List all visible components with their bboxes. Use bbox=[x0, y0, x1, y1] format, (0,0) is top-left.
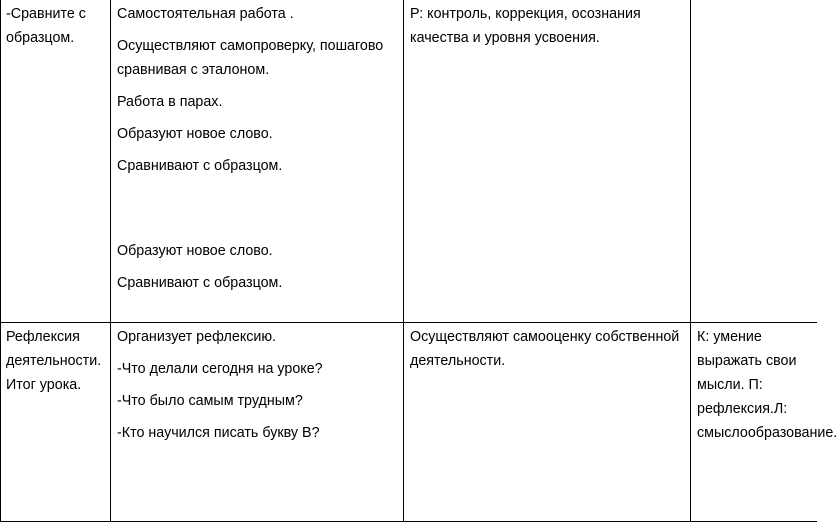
cell-stage bbox=[1, 0, 111, 322]
uud-text: Р: контроль, коррекция, осознания качества и уровня усвоения. bbox=[410, 6, 641, 46]
activity-line: Работа в парах. bbox=[117, 94, 223, 110]
activity-line: -Кто научился писать букву В? bbox=[117, 424, 320, 441]
table-row-reflection bbox=[1, 322, 817, 521]
uud-text: К: умение выражать свои мысли. П: рефлексия.Л: смыслообразование. bbox=[697, 328, 837, 441]
cell-student-activity bbox=[404, 0, 691, 322]
cell-stage bbox=[1, 322, 111, 521]
cell-uud bbox=[691, 322, 837, 521]
cell-student-activity bbox=[404, 322, 691, 521]
activity-line: Организует рефлексию. bbox=[117, 328, 277, 345]
cell-teacher-activity bbox=[111, 0, 404, 322]
activity-line: -Что было самым трудным? bbox=[117, 392, 303, 409]
stage-text: -Сравните с образцом. bbox=[6, 6, 86, 46]
activity-line: -Что делали сегодня на уроке? bbox=[117, 360, 323, 377]
table-row-self-check bbox=[1, 0, 817, 322]
stage-text: Рефлексия деятельности. Итог урока. bbox=[6, 328, 102, 393]
cell-uud bbox=[691, 0, 817, 322]
activity-line: Самостоятельная работа . bbox=[117, 6, 294, 22]
cell-teacher-activity bbox=[111, 322, 404, 521]
blank-space bbox=[117, 186, 398, 239]
activity-line: Образуют новое слово. bbox=[117, 243, 273, 259]
activity-line: Сравнивают с образцом. bbox=[117, 158, 283, 174]
activity-line: Осуществляют самопроверку, пошагово сравнивая с эталоном. bbox=[117, 38, 384, 78]
activity-line: Сравнивают с образцом. bbox=[117, 275, 283, 291]
activity-line: Образуют новое слово. bbox=[117, 126, 273, 142]
student-text: Осуществляют самооценку собственной деятельности. bbox=[410, 328, 680, 369]
